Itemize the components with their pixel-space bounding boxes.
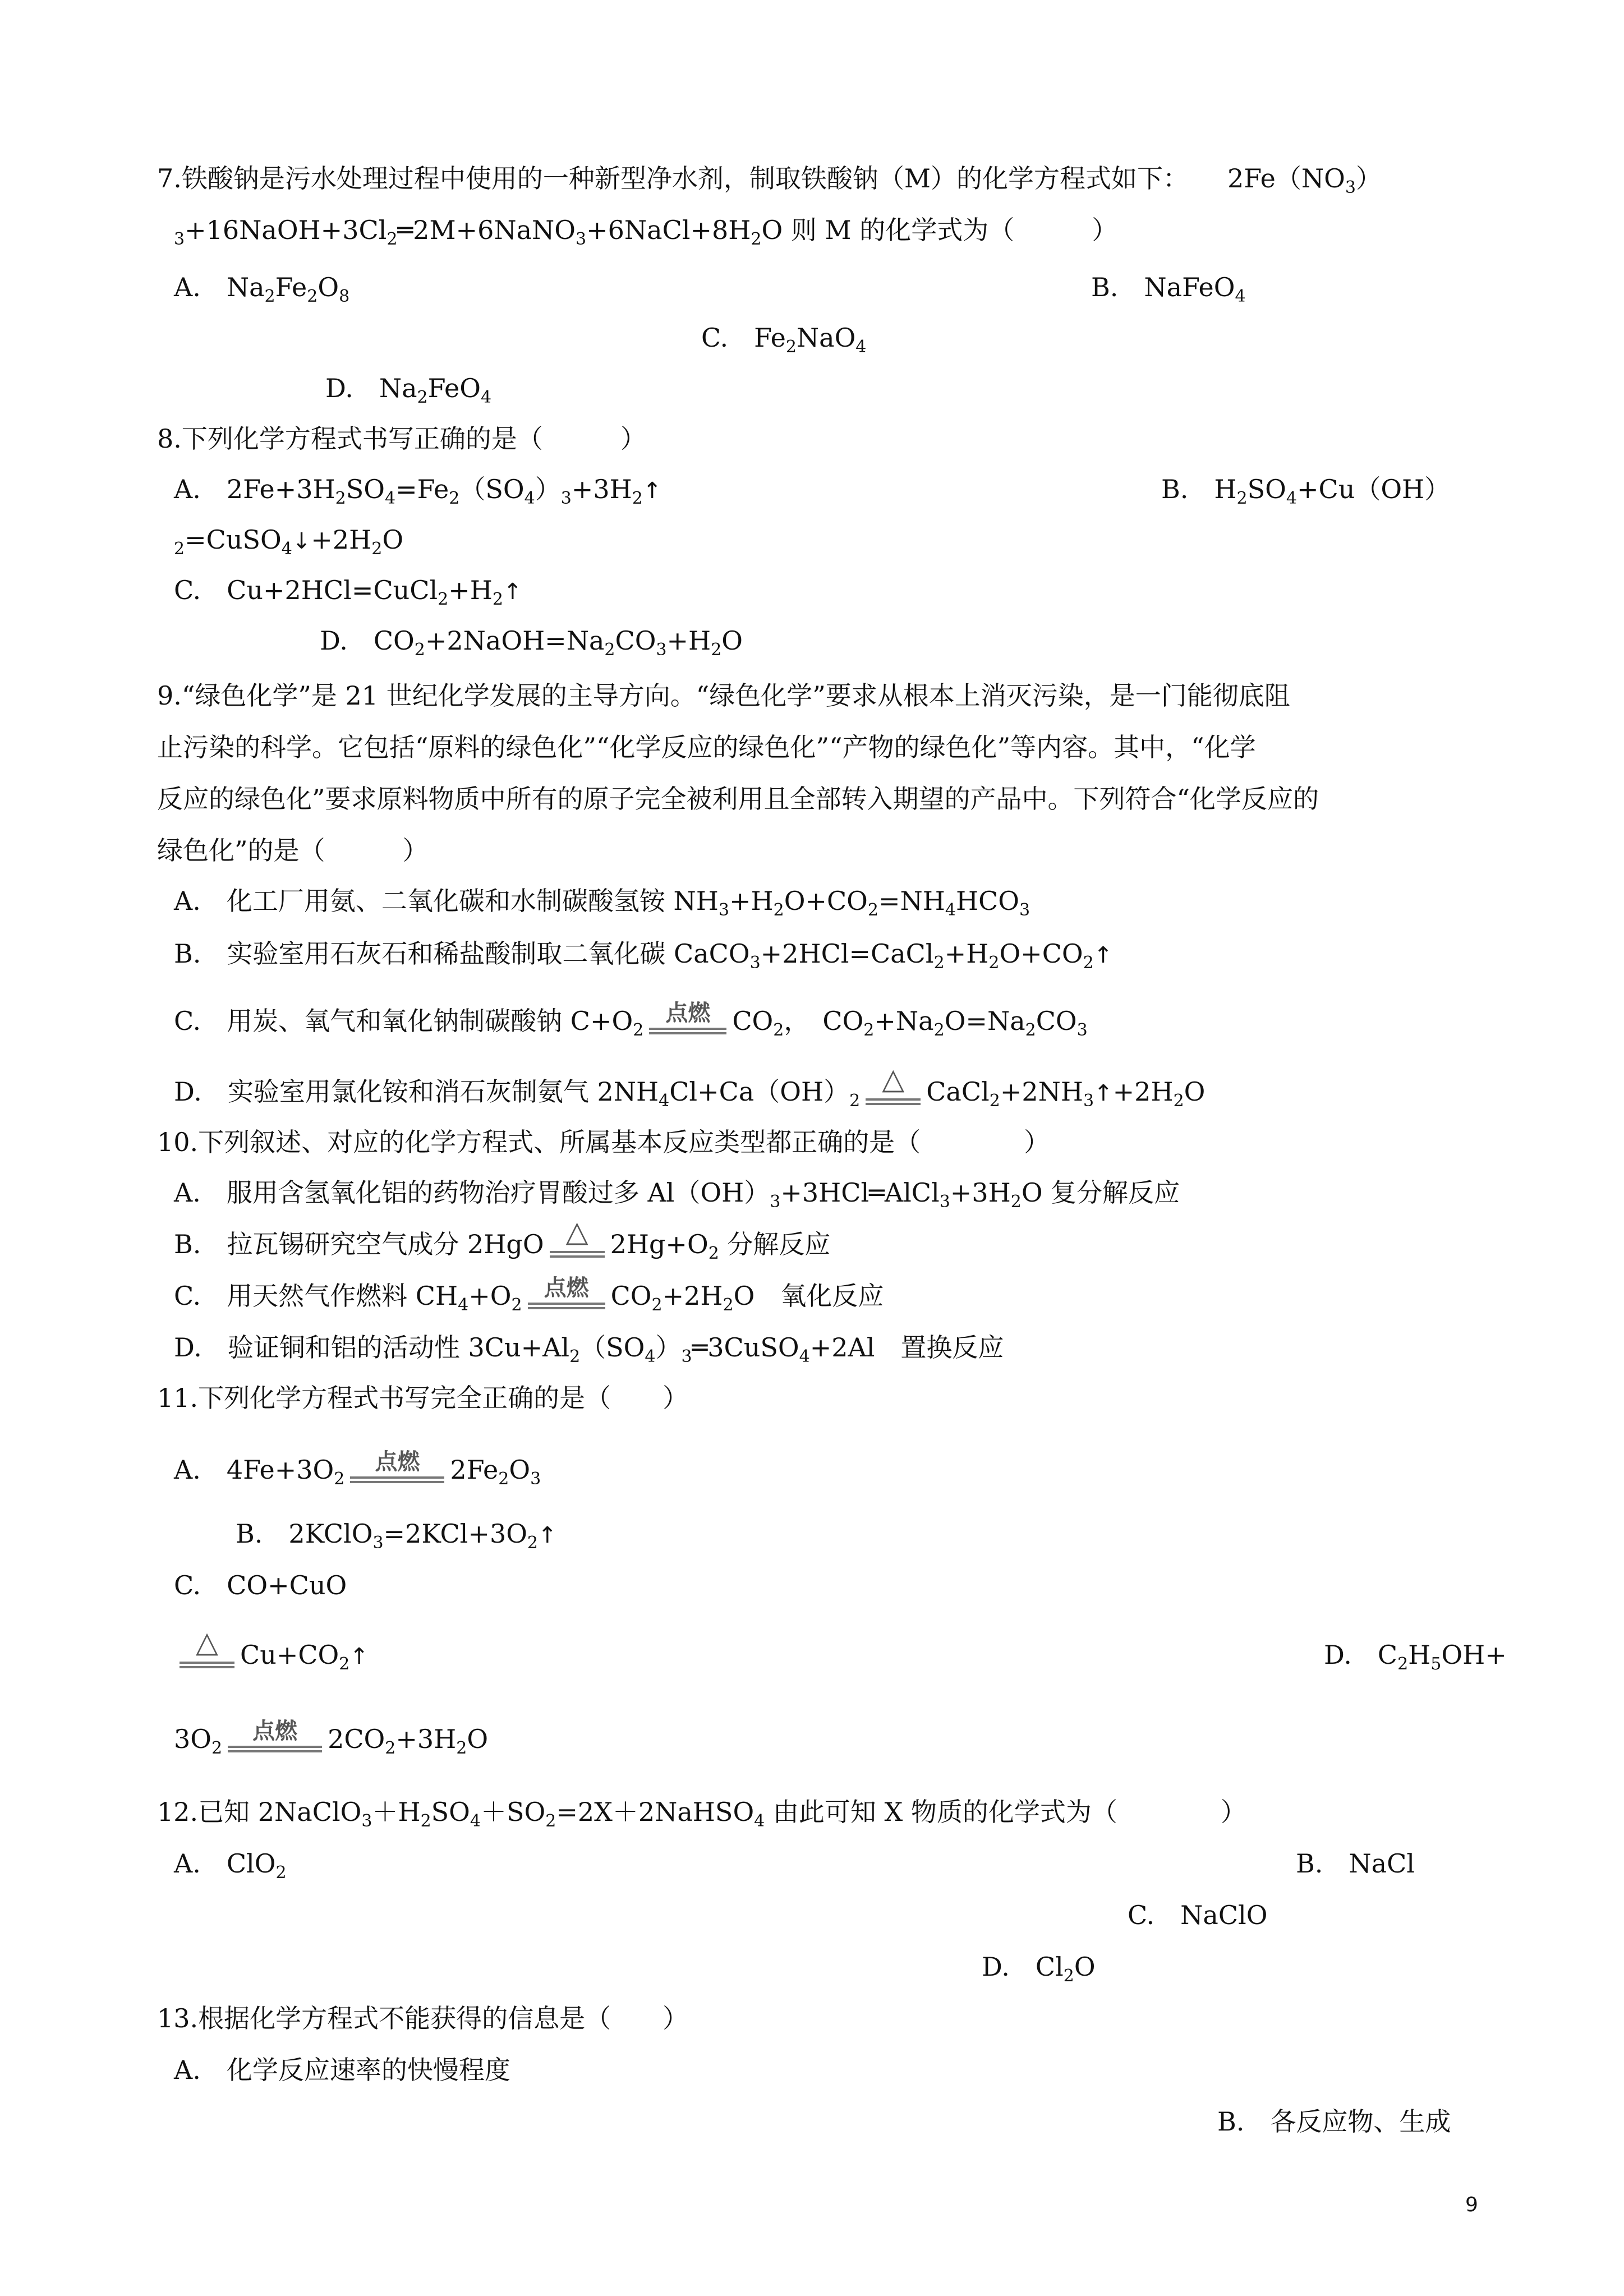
q9-stem-line2: 止污染的科学。它包括“原料的绿色化”“化学反应的绿色化”“产物的绿色化”等内容。其中，“化学: [157, 732, 1256, 762]
up-arrow-icon: ↑: [349, 1644, 369, 1669]
triangle-heat-icon: △: [882, 1062, 905, 1096]
q9-option-a: A. 化工厂用氨、二氧化碳和水制碳酸氢铵 $NH_3+H_2O+CO_2=NH_4HCO_3$: [174, 886, 1030, 920]
q11-stem: 11.下列化学方程式书写完全正确的是（ ）: [157, 1383, 689, 1413]
q9-option-c: C. 用炭、氧气和氧化钠制碳酸钠 $C+O_2$ 点燃 $CO_2$， $CO_2+Na_2O=Na_2CO_3$: [174, 1000, 1088, 1040]
q12-option-b: B. NaCl: [1296, 1848, 1415, 1879]
q8-option-b-cont: $_2=CuSO_4↓+2H_2O$: [174, 524, 404, 559]
q8-option-b: B. $H_2SO_4+Cu(OH)$: [1161, 474, 1451, 508]
heat-condition-mark: [546, 1215, 608, 1263]
q13-option-a: A. 化学反应速率的快慢程度: [174, 2055, 510, 2085]
ignite-condition-mark: 点燃: [224, 1724, 325, 1758]
q7-option-d: D. $Na_2FeO_4$: [325, 373, 492, 407]
up-arrow-icon: ↑: [538, 1522, 557, 1548]
down-arrow-icon: ↓: [292, 528, 311, 554]
q10-option-d: D. 验证铜和铝的活动性 $3Cu+Al_2(SO_4)_3═3CuSO_4+2Al$ 置换反应: [174, 1332, 1004, 1366]
q12-stem: 12.已知 $2NaClO_3+H_2SO_4+SO_2=2X+2NaHSO_4$ 由此可知 X 物质的化学式为（ ）: [157, 1797, 1246, 1831]
ignite-condition-mark: 点燃: [347, 1455, 448, 1489]
q9-option-b: B. 实验室用石灰石和稀盐酸制取二氧化碳 $CaCO_3+2HCl=CaCl_2+H_2O+CO_2↑$: [174, 938, 1113, 973]
up-arrow-icon: ↑: [1093, 942, 1113, 968]
q11-option-a: A. $4Fe+3O_2$ 点燃 $2Fe_2O_3$: [174, 1449, 541, 1489]
triangle-heat-icon: △: [196, 1626, 218, 1659]
q11-option-b: B. $2KClO_3=2KCl+3O_2↑$: [236, 1519, 557, 1553]
double-line-icon: [866, 1098, 921, 1105]
heat-condition-mark: [176, 1626, 238, 1674]
q10-option-b: B. 拉瓦锡研究空气成分 2HgO △ $2Hg+O_2$ 分解反应: [174, 1215, 831, 1263]
q10-option-c: C. 用天然气作燃料 $CH_4+O_2$ 点燃 $CO_2+2H_2O$ 氧化反应: [174, 1275, 884, 1315]
q9-stem-line1: 9.“绿色化学”是 21 世纪化学发展的主导方向。“绿色化学”要求从根本上消灭污染，是一门能彻底阻: [157, 680, 1290, 711]
q13-option-b: B. 各反应物、生成: [1217, 2106, 1451, 2137]
q11-option-c-cont: △ $Cu+CO_2↑$: [174, 1638, 369, 1681]
q13-stem: 13.根据化学方程式不能获得的信息是（ ）: [157, 2003, 689, 2033]
q9-stem-line4: 绿色化”的是（ ）: [157, 835, 429, 866]
q9-stem-line3: 反应的绿色化”要求原料物质中所有的原子完全被利用且全部转入期望的产品中。下列符合“化学反应的: [157, 784, 1319, 814]
triangle-heat-icon: △: [565, 1215, 588, 1249]
heat-condition-mark: [862, 1062, 924, 1111]
up-arrow-icon: ↑: [1094, 1080, 1113, 1106]
double-line-icon: [180, 1662, 234, 1668]
q12-option-d: D. $Cl_2O$: [982, 1952, 1096, 1986]
q11-option-d: D. $C_2H_5OH+$: [1324, 1640, 1507, 1674]
page-number: 9: [1465, 2193, 1478, 2216]
q12-option-c: C. NaClO: [1128, 1900, 1268, 1930]
q8-option-a: A. $2Fe+3H_2SO_4=Fe_2(SO_4)_3+3H_2↑$: [174, 474, 662, 508]
q11-option-d-cont: $3O_2$ 点燃 $2CO_2+3H_2O$: [174, 1718, 489, 1758]
double-line-icon: [350, 1476, 444, 1483]
double-line-icon: [649, 1028, 726, 1034]
up-arrow-icon: ↑: [642, 478, 662, 504]
q8-stem: 8.下列化学方程式书写正确的是（ ）: [157, 424, 646, 454]
q11-option-c: C. CO+CuO: [174, 1570, 347, 1600]
q10-option-a: A. 服用含氢氧化铝的药物治疗胃酸过多 $Al(OH)_3+3HCl═AlCl_3+3H_2O$ 复分解反应: [174, 1177, 1180, 1212]
ignite-condition-mark: 点燃: [646, 1006, 730, 1040]
q12-option-a: A. ClO$_2$: [174, 1848, 287, 1883]
double-line-icon: [228, 1746, 322, 1752]
q10-stem: 10.下列叙述、对应的化学方程式、所属基本反应类型都正确的是（ ）: [157, 1127, 1050, 1157]
q7-option-c: C. $Fe_2NaO_4$: [701, 323, 867, 357]
up-arrow-icon: ↑: [503, 579, 522, 605]
q8-option-c: C. $Cu+2HCl=CuCl_2+H_2↑$: [174, 575, 522, 609]
q7-option-a: A. $Na_2Fe_2O_8$: [174, 272, 350, 306]
q7-option-b: B. NaFeO$_4$: [1091, 272, 1246, 306]
q7-stem-line1: 7.铁酸钠是污水处理过程中使用的一种新型净水剂，制取铁酸钠（M）的化学方程式如下： $2Fe(NO_3)$: [157, 163, 1382, 197]
ignite-condition-mark: 点燃: [525, 1281, 609, 1315]
double-line-icon: [528, 1303, 605, 1309]
q9-option-d: D. 实验室用氯化铵和消石灰制氨气 $2NH_4Cl+Ca(OH)_2$ △ $CaCl_2+2NH_3↑+2H_2O$: [174, 1062, 1206, 1111]
q7-stem-line2: $_3+16NaOH+3Cl_2═2M+6NaNO_3+6NaCl+8H_2O$ 则 M 的化学式为（ ）: [174, 215, 1118, 249]
q8-option-d: D. $CO_2+2NaOH=Na_2CO_3+H_2O$: [320, 625, 743, 660]
double-line-icon: [550, 1251, 605, 1258]
